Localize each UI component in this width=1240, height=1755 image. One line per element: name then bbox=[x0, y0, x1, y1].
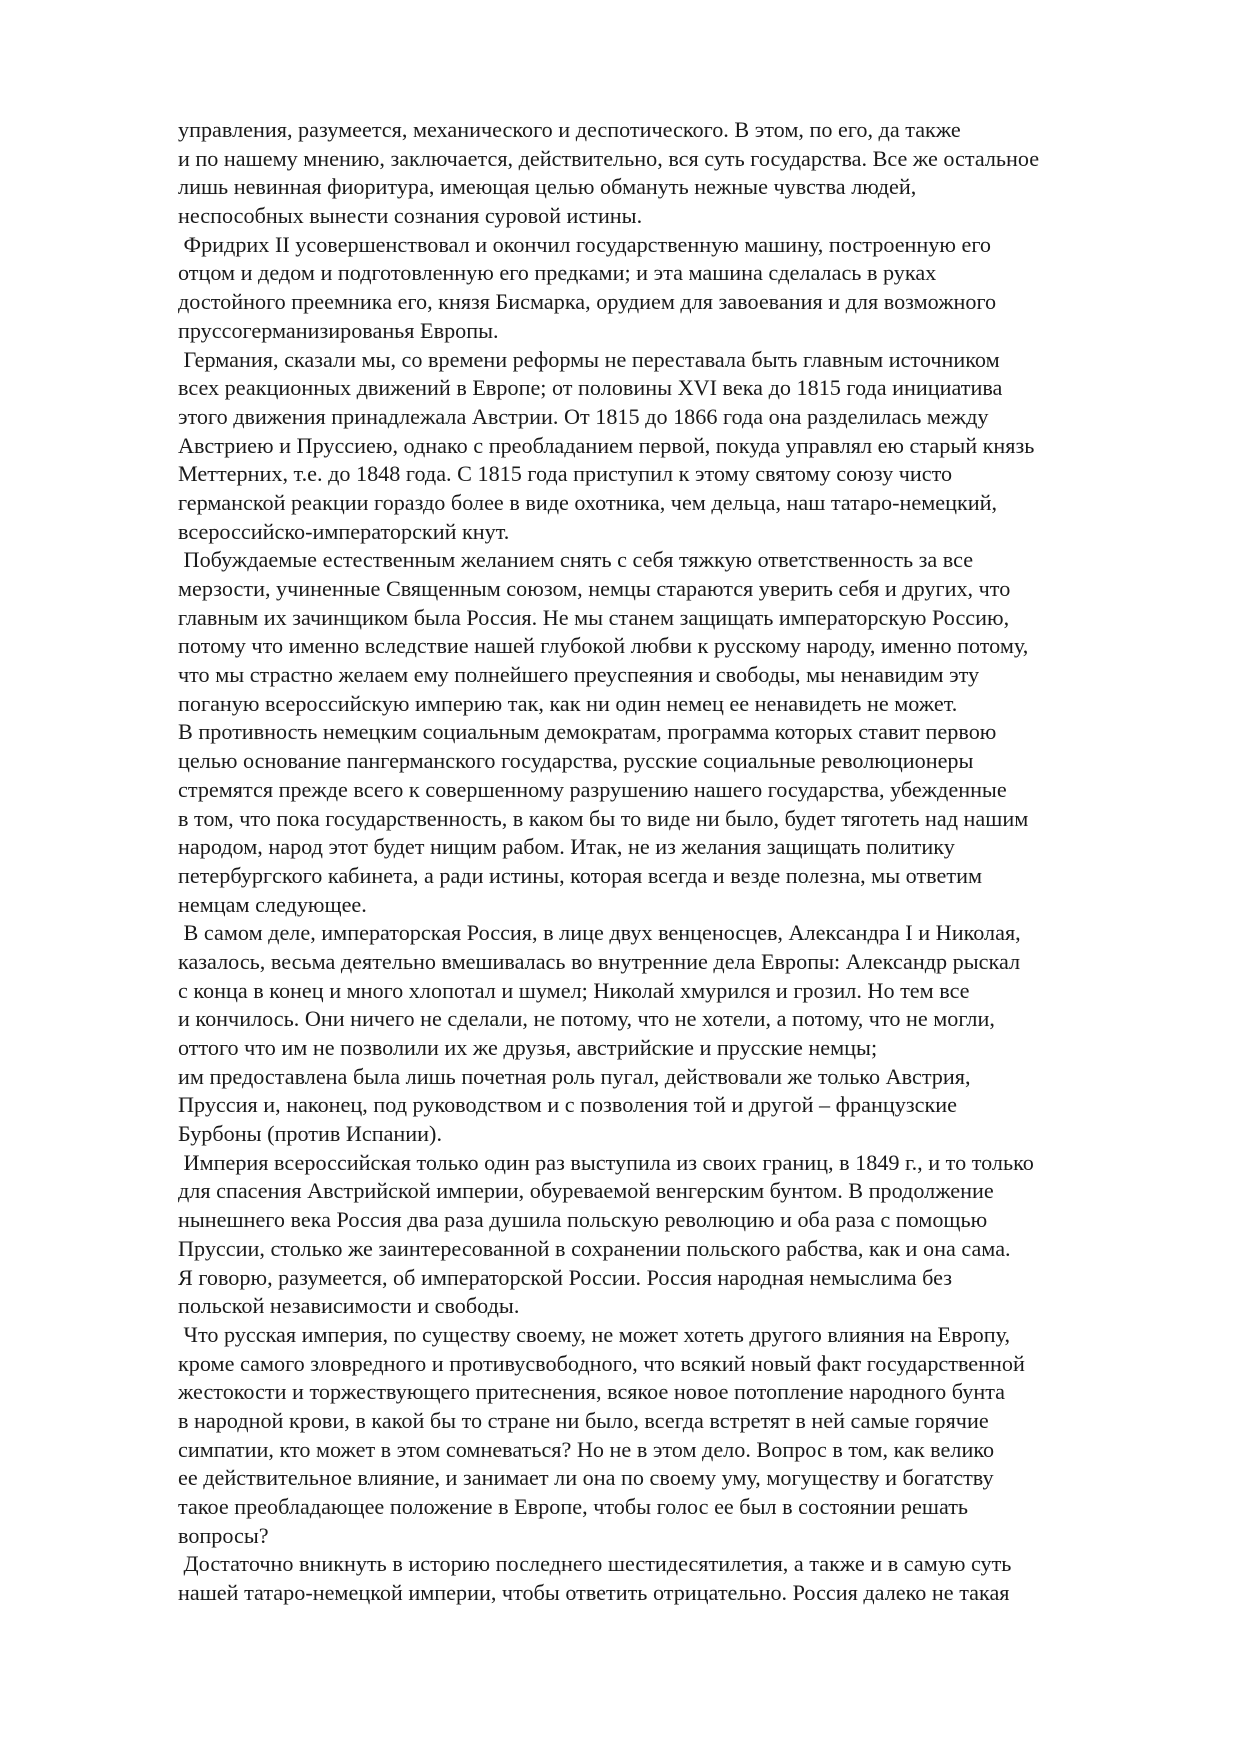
text-line: и кончилось. Они ничего не сделали, не потому, что не хотели, а потому, что не могли, bbox=[178, 1006, 995, 1032]
text-line: всех реакционных движений в Европе; от половины XVI века до 1815 года инициатива bbox=[178, 375, 1003, 401]
text-line: потому что именно вследствие нашей глубокой любви к русскому народу, именно потому, bbox=[178, 633, 1029, 659]
text-line: с конца в конец и много хлопотал и шумел; Николай хмурился и грозил. Но тем все bbox=[178, 977, 970, 1003]
text-line: поганую всероссийскую империю так, как ни один немец ее ненавидеть не может. bbox=[178, 690, 958, 716]
text-line: главным их зачинщиком была Россия. Не мы станем защищать императорскую Россию, bbox=[178, 604, 1010, 630]
text-line: Фридрих II усовершенствовал и окончил государственную машину, построенную его bbox=[178, 231, 991, 257]
text-line: народом, народ этот будет нищим рабом. Итак, не из желания защищать политику bbox=[178, 834, 955, 860]
text-line: что мы страстно желаем ему полнейшего преуспеяния и свободы, мы ненавидим эту bbox=[178, 662, 980, 688]
text-line: оттого что им не позволили их же друзья, австрийские и прусские немцы; bbox=[178, 1035, 878, 1060]
text-line: нашей татаро-немецкой империи, чтобы ответить отрицательно. Россия далеко не такая bbox=[178, 1580, 1010, 1606]
text-line: Меттерних, т.е. до 1848 года. С 1815 года приступил к этому святому союзу чисто bbox=[178, 461, 953, 487]
text-line: Империя всероссийская только один раз выступила из своих границ, в 1849 г., и то только bbox=[178, 1149, 1034, 1175]
text-line: стремятся прежде всего к совершенному разрушению нашего государства, убежденные bbox=[178, 776, 1007, 802]
text-line: управления, разумеется, механического и деспотического. В этом, по его, да также bbox=[178, 117, 961, 142]
text-line: польской независимости и свободы. bbox=[178, 1293, 520, 1319]
text-line: всероссийско-императорский кнут. bbox=[178, 518, 510, 544]
text-line: Пруссия и, наконец, под руководством и с позволения той и другой – французские bbox=[178, 1092, 957, 1118]
text-line: Германия, сказали мы, со времени реформы не переставала быть главным источником bbox=[178, 346, 1000, 372]
text-line: Что русская империя, по существу своему, не может хотеть другого влияния на Европу, bbox=[178, 1321, 1011, 1347]
text-line: германской реакции гораздо более в виде охотника, чем дельца, наш татаро-немецкий, bbox=[178, 489, 998, 515]
text-line: казалось, весьма деятельно вмешивалась во внутренние дела Европы: Александр рыскал bbox=[178, 948, 1021, 974]
text-line: нынешнего века Россия два раза душила польскую революцию и оба раза с помощью bbox=[178, 1207, 988, 1233]
text-line: неспособных вынести сознания суровой истины. bbox=[178, 203, 643, 229]
text-line: целью основание пангерманского государства, русские социальные революционеры bbox=[178, 748, 974, 774]
text-line: достойного преемника его, князя Бисмарка, орудием для завоевания и для возможного bbox=[178, 289, 997, 315]
text-line: вопросы? bbox=[178, 1522, 269, 1548]
text-line: Достаточно вникнуть в историю последнего шестидесятилетия, а также и в самую суть bbox=[178, 1551, 1012, 1577]
text-line: Я говорю, разумеется, об императорской России. Россия народная немыслима без bbox=[178, 1264, 952, 1290]
text-line: петербургского кабинета, а ради истины, которая всегда и везде полезна, мы ответим bbox=[178, 862, 982, 888]
text-line: Пруссии, столько же заинтересованной в сохранении польского рабства, как и она сама. bbox=[178, 1235, 1011, 1261]
text-line: немцам следующее. bbox=[178, 891, 367, 917]
text-line: В противность немецким социальным демократам, программа которых ставит первою bbox=[178, 719, 997, 745]
text-line: кроме самого зловредного и противусвободного, что всякий новый факт государственной bbox=[178, 1350, 1025, 1376]
text-line: им предоставлена была лишь почетная роль пугал, действовали же только Австрия, bbox=[178, 1063, 971, 1089]
text-line: в народной крови, в какой бы то стране ни было, всегда встретят в ней самые горячие bbox=[178, 1407, 989, 1433]
text-line: Австриею и Пруссиею, однако с преобладанием первой, покуда управлял ею старый князь bbox=[178, 432, 1035, 458]
text-line: симпатии, кто может в этом сомневаться? Но не в этом дело. Вопрос в том, как велико bbox=[178, 1436, 995, 1462]
text-line: такое преобладающее положение в Европе, чтобы голос ее был в состоянии решать bbox=[178, 1494, 969, 1519]
text-line: и по нашему мнению, заключается, действительно, вся суть государства. Все же остальное bbox=[178, 145, 1040, 171]
text-line: В самом деле, императорская Россия, в лице двух венценосцев, Александра I и Николая, bbox=[178, 920, 1021, 946]
text-line: лишь невинная фиоритура, имеющая целью обмануть нежные чувства людей, bbox=[178, 174, 917, 200]
text-line: в том, что пока государственность, в каком бы то виде ни было, будет тяготеть над нашим bbox=[178, 805, 1029, 831]
text-line: Бурбоны (против Испании). bbox=[178, 1121, 442, 1147]
text-line: для спасения Австрийской империи, обуреваемой венгерским бунтом. В продолжение bbox=[178, 1178, 994, 1204]
text-line: Побуждаемые естественным желанием снять с себя тяжкую ответственность за все bbox=[178, 547, 974, 573]
text-line: мерзости, учиненные Священным союзом, немцы стараются уверить себя и других, что bbox=[178, 576, 1011, 601]
text-line: этого движения принадлежала Австрии. От 1815 до 1866 года она разделилась между bbox=[178, 403, 989, 429]
document-text bbox=[178, 116, 1178, 1608]
text-line: ее действительное влияние, и занимает ли она по своему уму, могуществу и богатству bbox=[178, 1465, 994, 1491]
text-line: отцом и дедом и подготовленную его предками; и эта машина сделалась в руках bbox=[178, 260, 937, 286]
text-line: жестокости и торжествующего притеснения, всякое новое потопление народного бунта bbox=[178, 1379, 1006, 1405]
text-line: пруссогерманизированья Европы. bbox=[178, 317, 499, 343]
